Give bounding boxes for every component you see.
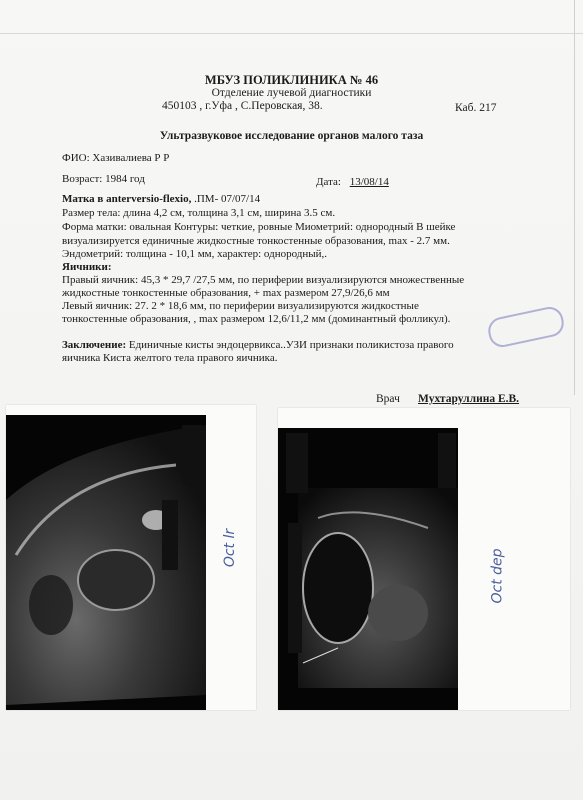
patient-name-row bbox=[62, 152, 169, 164]
patient-name: Хазивалиева Р Р bbox=[92, 152, 170, 164]
patient-age: 1984 год bbox=[105, 173, 145, 185]
exam-date-row bbox=[316, 176, 389, 188]
uterus-label: Матка в bbox=[62, 193, 104, 205]
conclusion-text-2: яичника Киста желтого тела правого яичника. bbox=[62, 352, 278, 364]
ultrasound-printout-1 bbox=[6, 405, 256, 710]
patient-age-label: Возраст: bbox=[62, 173, 103, 185]
right-ovary-line-1: Правый яичник: 45,3 * 29,7 /27,5 мм, по периферии визуализируются множественные bbox=[62, 274, 465, 286]
left-ovary-line-1: Левый яичник: 27. 2 * 18,6 мм, по периферии визуализируются жидкостные bbox=[62, 300, 419, 312]
ultrasound-image-1 bbox=[6, 405, 256, 710]
doctor-label: Врач bbox=[376, 393, 400, 405]
ovaries-label: Яичники: bbox=[62, 261, 112, 273]
paper-edge bbox=[574, 0, 575, 395]
scan-edge-line bbox=[0, 33, 583, 34]
uterus-lmp: .ПМ- 07/07/14 bbox=[194, 193, 261, 205]
department-name: Отделение лучевой диагностики bbox=[211, 87, 372, 99]
conclusion-label: Заключение: bbox=[62, 339, 127, 351]
cervix-findings: визуализируется единичные жидкостные тонкостенные образования, max - 2.7 мм. bbox=[62, 235, 450, 247]
right-ovary-line-2: жидкостные тонкостенные образования, + max размером 27,9/26,6 мм bbox=[62, 287, 390, 299]
clinic-address: 450103 , г.Уфа , С.Перовская, 38. bbox=[162, 100, 323, 112]
uterus-shape: Форма матки: овальная Контуры: четкие, ровные Миометрий: однородный В шейке bbox=[62, 221, 456, 233]
uterus-position: anterversio-flexio, bbox=[106, 193, 192, 205]
doctor-name: Мухтаруллина Е.В. bbox=[418, 393, 520, 405]
ultrasound-image-2 bbox=[278, 408, 570, 710]
uterus-position-row bbox=[62, 193, 260, 205]
conclusion-text-1: Единичные кисты эндоцервикса..УЗИ признаки поликистоза правого bbox=[126, 339, 454, 351]
patient-name-label: ФИО: bbox=[62, 152, 90, 164]
stamp-mark bbox=[486, 304, 567, 349]
patient-age-row bbox=[62, 173, 145, 185]
left-ovary-line-2: тонкостенные образования, , max размером 12,6/11,2 мм (доминантный фолликул). bbox=[62, 313, 451, 325]
clinic-title: МБУЗ ПОЛИКЛИНИКА № 46 bbox=[204, 73, 379, 87]
handwritten-note-2: Oct dep bbox=[489, 548, 506, 604]
exam-date-label: Дата: bbox=[316, 176, 341, 188]
ultrasound-printout-2 bbox=[278, 408, 570, 710]
uterus-size: Размер тела: длина 4,2 см, толщина 3,1 см, ширина 3.5 см. bbox=[62, 207, 336, 219]
study-title: Ультразвуковое исследование органов малого таза bbox=[159, 130, 424, 142]
endometrium: Эндометрий: толщина - 10,1 мм, характер: однородный,. bbox=[62, 248, 328, 260]
exam-date: 13/08/14 bbox=[349, 176, 389, 188]
conclusion-row bbox=[62, 339, 454, 351]
handwritten-note-1: Oct lr bbox=[222, 528, 239, 568]
cabinet-number: Каб. 217 bbox=[455, 102, 497, 114]
